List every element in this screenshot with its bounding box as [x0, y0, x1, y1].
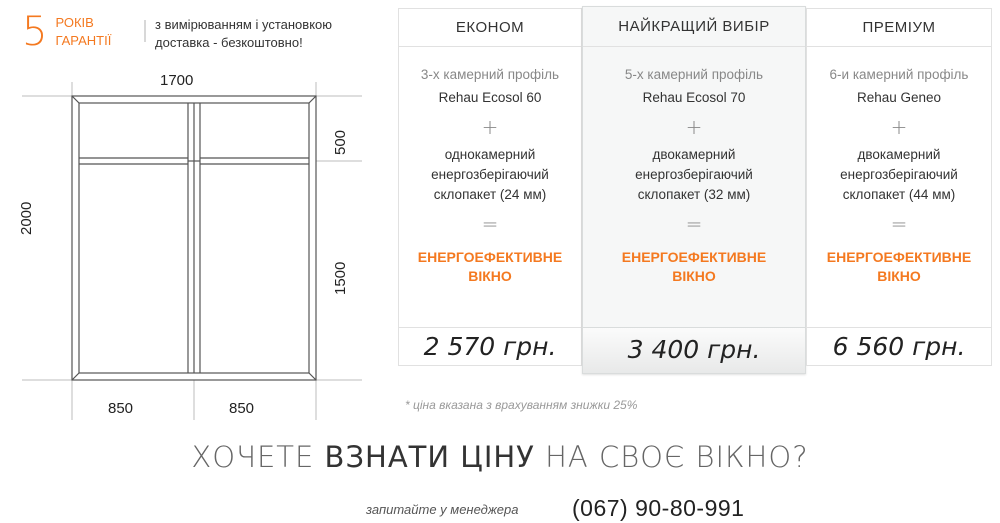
result-text [807, 248, 991, 286]
brand-text: Rehau Ecosol 60 [438, 90, 542, 105]
glass-text-1: однокамерний [444, 147, 536, 162]
cta-part2: НА СВОЄ ВІКНО? [534, 440, 809, 474]
warranty-divider [144, 20, 146, 42]
discount-note: * ціна вказана з врахуванням знижки 25% [405, 398, 638, 412]
column-best-choice[interactable] [582, 6, 806, 374]
result-line2: ВІКНО [672, 268, 716, 284]
result-line2: ВІКНО [877, 268, 921, 284]
result-line1: ЕНЕРГОЕФЕКТИВНЕ [826, 249, 972, 265]
warranty-label-line1: РОКІВ [55, 15, 94, 30]
brand-text: Rehau Ecosol 70 [642, 90, 746, 105]
cta-heading [0, 440, 1000, 474]
cta-highlight: ВЗНАТИ ЦІНУ [324, 440, 535, 474]
column-title: НАЙКРАЩИЙ ВИБІР [583, 7, 805, 47]
price-economy: 2 570 грн. [399, 327, 581, 365]
warranty-label-line2: ГАРАНТІЇ [55, 33, 112, 48]
dimension-bottom-section: 1500 [332, 261, 349, 295]
warranty-years-number: 5 [22, 9, 48, 55]
column-title: ЕКОНОМ [399, 9, 581, 47]
warranty-label [55, 14, 111, 50]
cta-part1: ХОЧЕТЕ [191, 440, 325, 474]
result-line1: ЕНЕРГОЕФЕКТИВНЕ [621, 249, 767, 265]
phone-number-link[interactable]: (067) 90-80-991 [572, 495, 745, 521]
price-table [398, 8, 992, 366]
brand-text: Rehau Geneo [856, 90, 942, 105]
result-line1: ЕНЕРГОЕФЕКТИВНЕ [417, 249, 563, 265]
glass-text-3: склопакет (32 мм) [637, 187, 751, 202]
dimension-top-section: 500 [332, 129, 349, 155]
glass-text-1: двокамерний [652, 147, 736, 162]
profile-text: 3-х камерний профіль [420, 67, 560, 82]
glass-text-2: енергозберігаючий [635, 167, 753, 182]
price-premium: 6 560 грн. [807, 327, 991, 365]
warranty-badge [22, 9, 112, 55]
window-schematic [0, 60, 380, 430]
window-drawing [0, 60, 380, 430]
plus-sign: + [481, 115, 499, 139]
glass-text-1: двокамерний [857, 147, 941, 162]
dimension-total-width: 1700 [160, 72, 194, 89]
ask-manager-text: запитайте у менеджера [366, 502, 519, 517]
profile-text: 6-и камерний профіль [829, 67, 969, 82]
glass-text-2: енергозберігаючий [840, 167, 958, 182]
equals-sign: = [685, 212, 703, 236]
equals-sign: = [890, 212, 908, 236]
glass-text-3: склопакет (44 мм) [842, 187, 956, 202]
dimension-total-height: 2000 [18, 201, 35, 235]
dimension-left-width: 850 [108, 400, 134, 417]
column-title: ПРЕМІУМ [807, 9, 991, 47]
result-line2: ВІКНО [468, 268, 512, 284]
profile-text: 5-х камерний профіль [624, 67, 764, 82]
price-best-choice: 3 400 грн. [583, 327, 805, 373]
result-text [583, 248, 805, 286]
dimension-right-width: 850 [229, 400, 255, 417]
glass-text-2: енергозберігаючий [431, 167, 549, 182]
equals-sign: = [481, 212, 499, 236]
delivery-note: з вимірюванням і установкою доставка - безкоштовно! [155, 17, 333, 50]
plus-sign: + [685, 115, 703, 139]
plus-sign: + [890, 115, 908, 139]
column-premium[interactable] [806, 8, 992, 366]
glass-text-3: склопакет (24 мм) [433, 187, 547, 202]
column-economy[interactable] [398, 8, 582, 366]
result-text [399, 248, 581, 286]
